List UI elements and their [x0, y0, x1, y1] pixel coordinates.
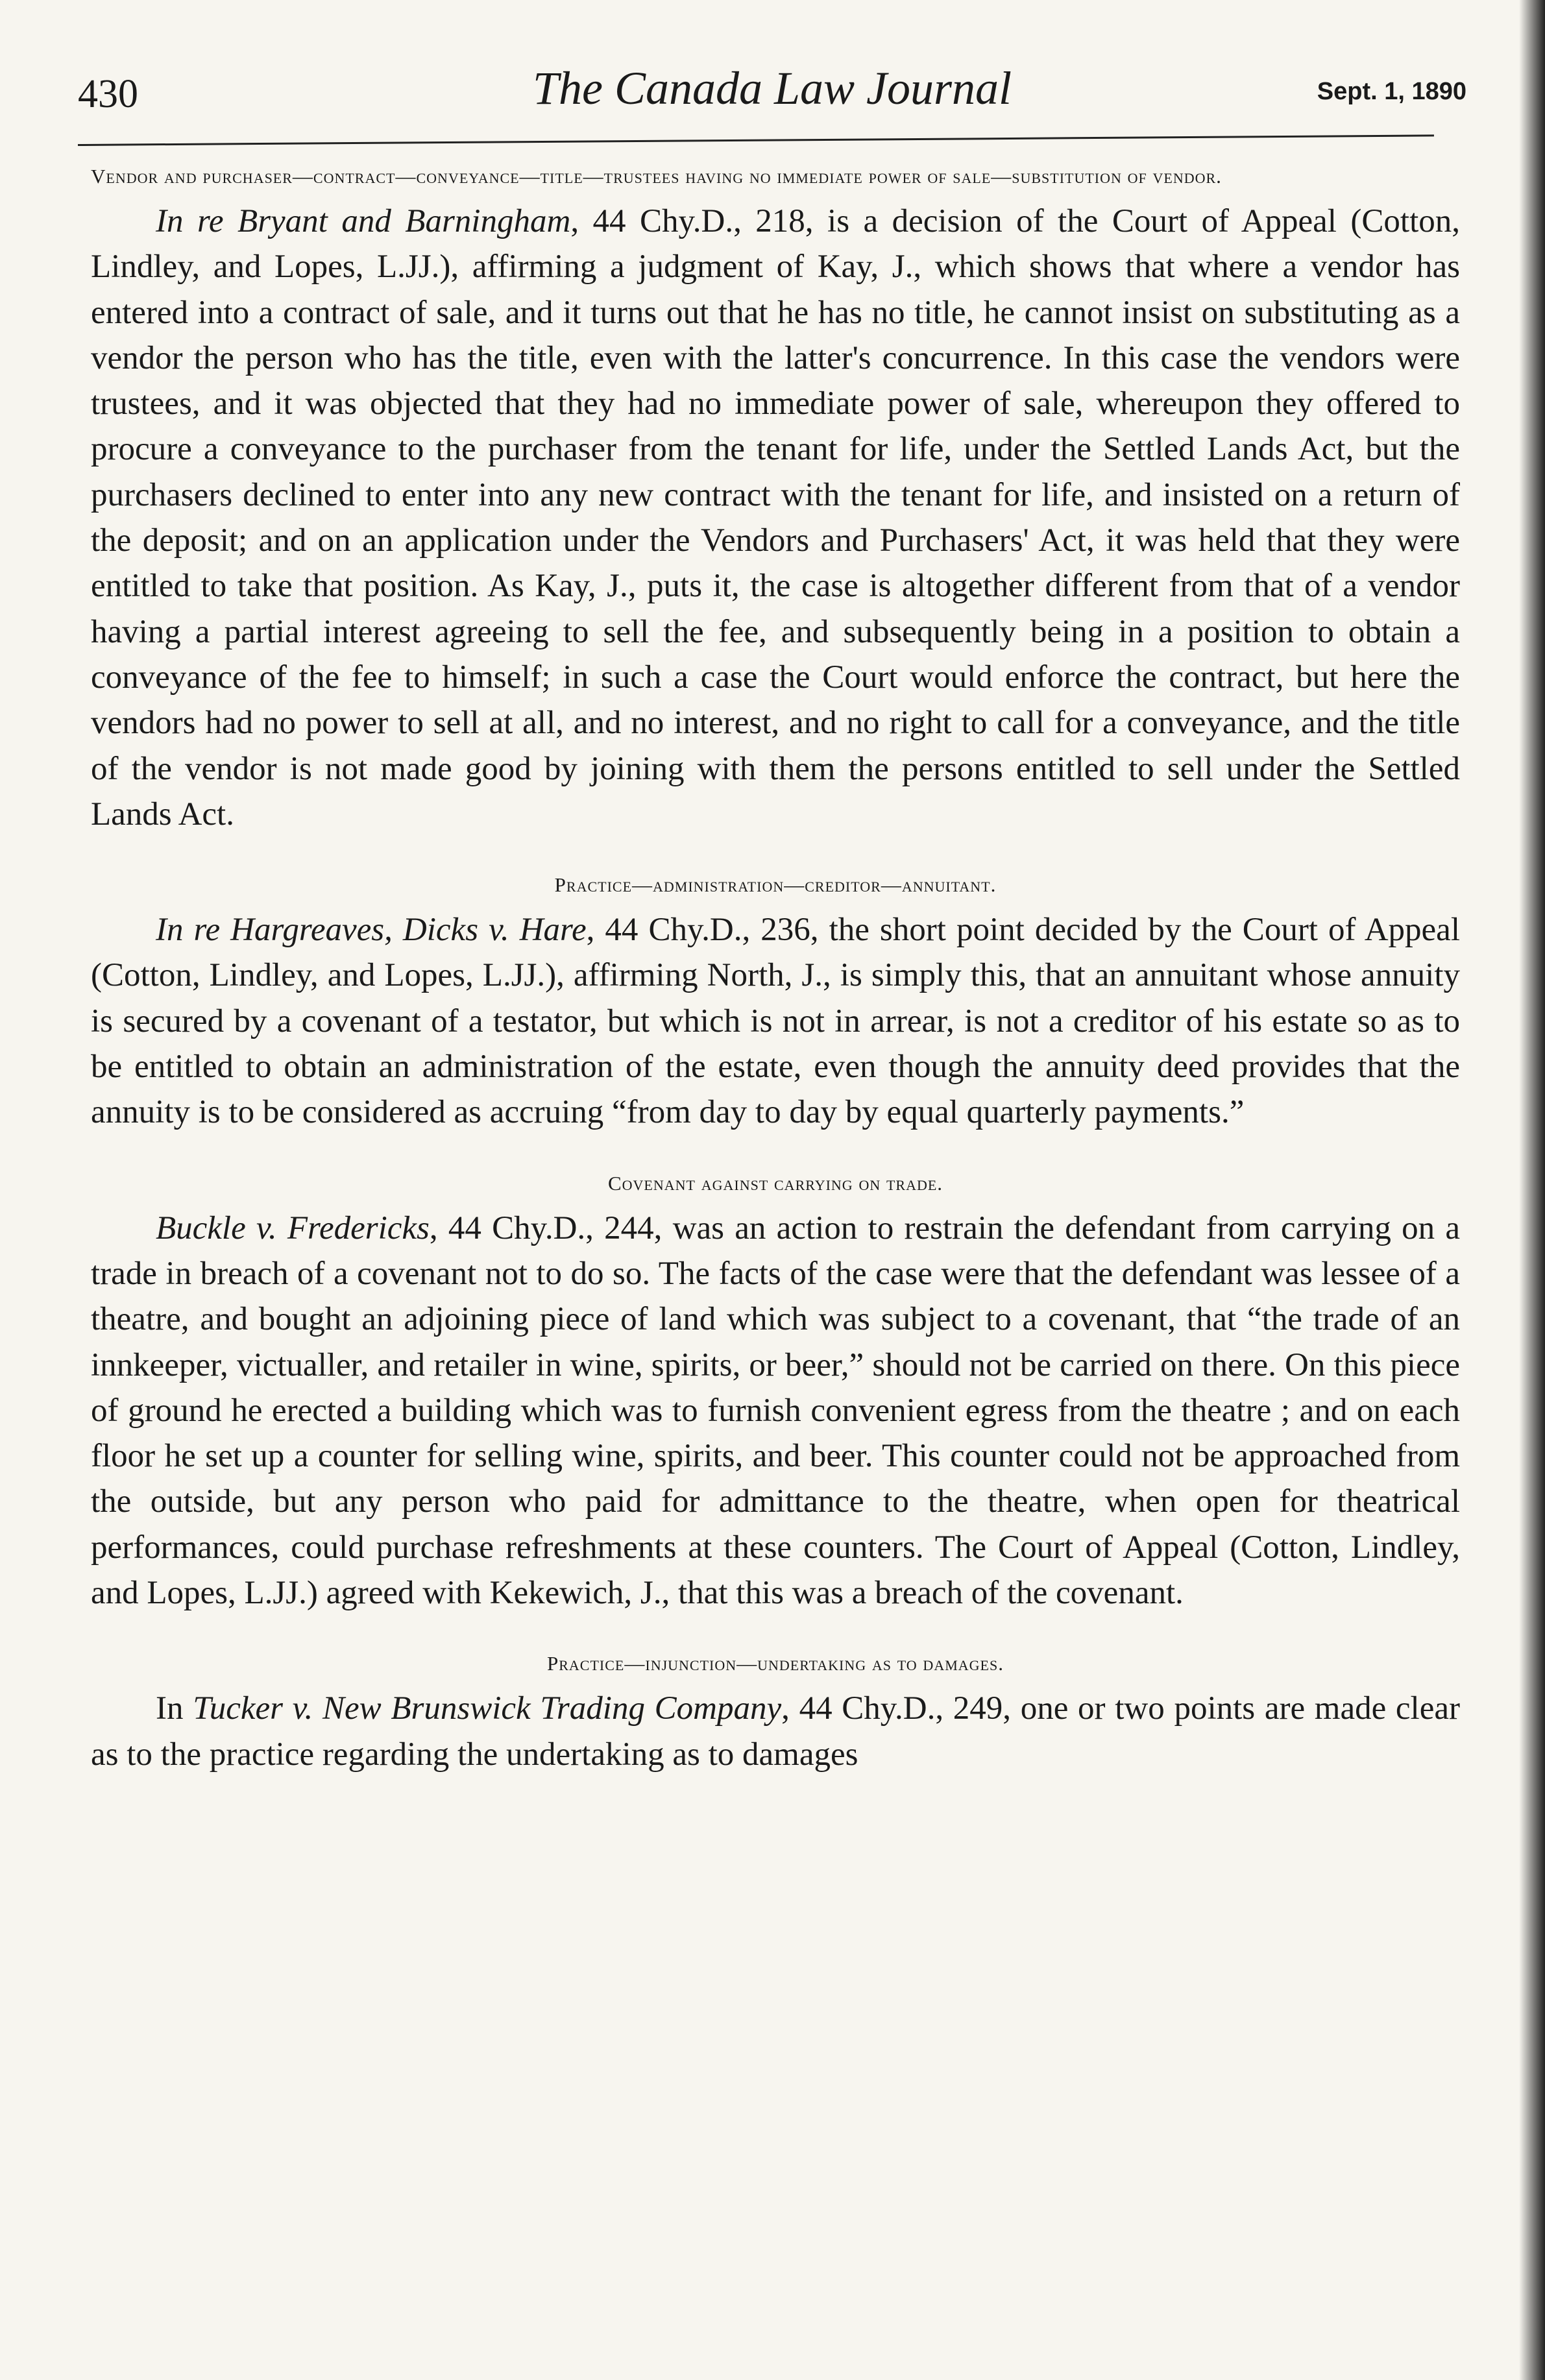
section-paragraph [91, 199, 1460, 837]
section-heading: Practice—administration—creditor—annuitant. [554, 873, 997, 897]
section-bryant [91, 161, 1460, 837]
journal-title: The Canada Law Journal [532, 62, 1012, 114]
paragraph-text: , 44 Chy.D., 244, was an action to restrain the defendant from carrying on a trade in breach of a covenant not to do so. The facts of the case were that the defendant was lessee of a theatre, and bought an adjoining piece of land which was subject to a covenant, that “the trade of an innkeeper, victualler, and retailer in wine, spirits, or beer,” should not be carried on there. On this piece of ground he erected a building which was to furnish convenient egress from the theatre ; and on each floor he set up a counter for selling wine, spirits, and beer. This counter could not be approached from the outside, but any person who paid for admittance to the theatre, when open for theatrical performances, could purchase refreshments at these counters. The Court of Appeal (Cotton, Lindley, and Lopes, L.JJ.) agreed with Kekewich, J., that this was a breach of the covenant. [91, 1209, 1460, 1612]
page-number: 430 [78, 72, 138, 116]
section-heading: Vendor and purchaser—contract—conveyance—title—trustees having no immediate power of sale—substitution of vendor. [91, 165, 1222, 188]
paragraph-text: , 44 Chy.D., 218, is a decision of the Court of Appeal (Cotton, Lindley, and Lopes, L.JJ.), affirming a judgment of Kay, J., which shows that where a vendor has entered into a contract of sale, and it turns out that he has no title, he cannot insist on substituting as a vendor the person who has the title, even with the latter's concurrence. In this case the vendors were trustees, and it was objected that they had no immediate power of sale, whereupon they offered to procure a conveyance to the purchaser from the tenant for life, under the Settled Lands Act, but the purchasers declined to enter into any new contract with the tenant for life, and insisted on a return of the deposit; and on an application under the Vendors and Purchasers' Act, it was held that they were entitled to take that position. As Kay, J., puts it, the case is altogether different from that of a vendor having a partial interest agreeing to sell the fee, and subsequently being in a position to obtain a conveyance of the fee to himself; in such a case the Court would enforce the contract, but here the vendors had no power to sell at all, and no interest, and no right to call for a conveyance, and the title of the vendor is not made good by joining with them the persons entitled to sell under the Settled Lands Act. [91, 203, 1460, 832]
case-name: In re Bryant and Barningham [156, 203, 571, 239]
header-rule [78, 134, 1434, 146]
section-paragraph [91, 907, 1460, 1135]
paragraph-lead: In [156, 1690, 193, 1727]
section-paragraph [91, 1206, 1460, 1616]
section-heading: Practice—injunction—undertaking as to damages. [547, 1652, 1004, 1675]
running-head [78, 62, 1466, 133]
section-hargreaves [91, 869, 1460, 1135]
paragraph-text: , 44 Chy.D., 236, the short point decided by the Court of Appeal (Cotton, Lindley, and Lopes, L.JJ.), affirming North, J., is simply this, that an annuitant whose annuity is secured by a covenant of a testator, but which is not in arrear, is not a creditor of his estate so as to be entitled to obtain an administration of the estate, even though the annuity deed provides that the annuity is to be considered as accruing “from day to day by equal quarterly payments.” [91, 912, 1460, 1131]
section-paragraph [91, 1686, 1460, 1777]
issue-date: Sept. 1, 1890 [1317, 78, 1466, 105]
section-heading: Covenant against carrying on trade. [607, 1171, 943, 1195]
case-name: In re Hargreaves, Dicks v. Hare [156, 912, 587, 949]
page-edge-shadow [1519, 0, 1545, 2380]
article-body [91, 161, 1460, 1777]
section-buckle [91, 1168, 1460, 1616]
paragraph-text: , 44 Chy.D., 249, one or two points are made clear as to the practice regarding the undertaking as to damages [91, 1690, 1460, 1773]
section-tucker [91, 1648, 1460, 1777]
case-name: Buckle v. Fredericks [156, 1209, 430, 1246]
case-name: Tucker v. New Brunswick Trading Company [193, 1690, 782, 1727]
